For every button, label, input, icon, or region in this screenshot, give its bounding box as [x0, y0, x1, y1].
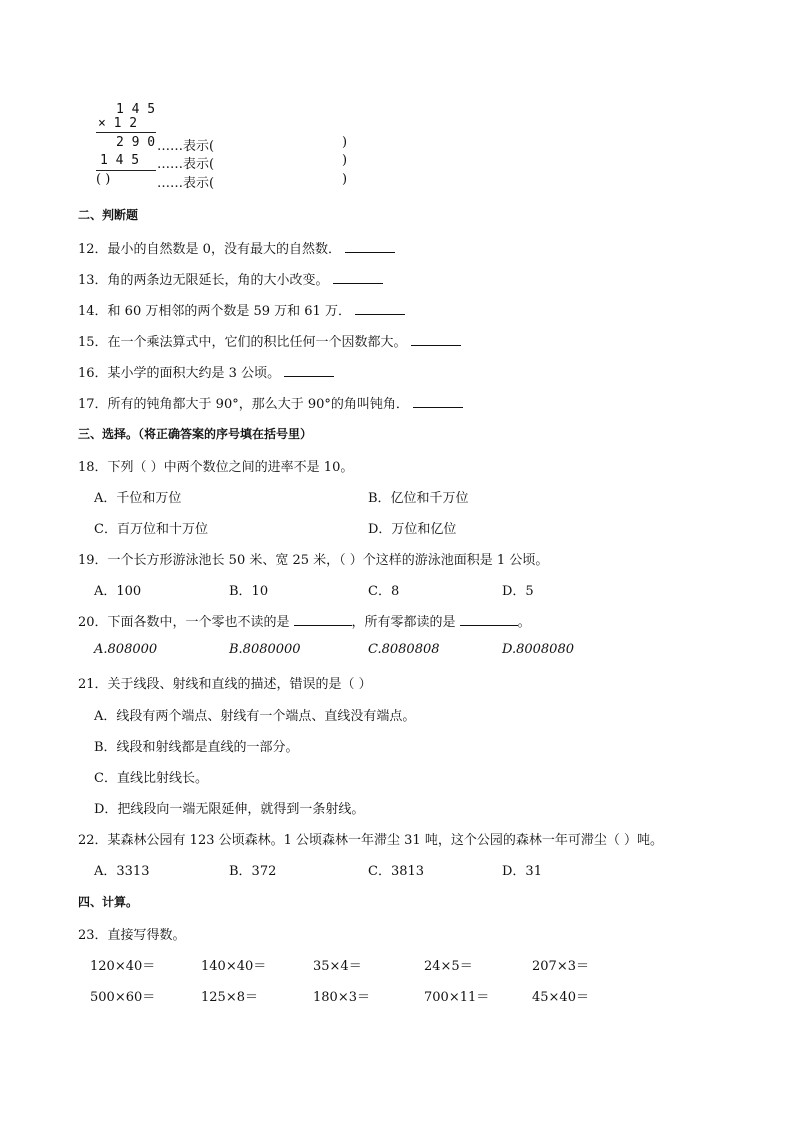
mult-partial-2: 1 4 5	[100, 153, 140, 168]
calc-item: 24×5＝	[424, 959, 473, 974]
calc-item: 180×3＝	[313, 990, 370, 1005]
calc-item: 700×11＝	[424, 990, 490, 1005]
question-text: 14．和 60 万相邻的两个数是 59 万和 61 万．	[78, 304, 351, 319]
question-14	[78, 300, 405, 319]
mult-desc-2: ……表示(	[157, 157, 215, 172]
q18-option-c[interactable]: C．百万位和十万位	[94, 522, 208, 537]
q21-option-b[interactable]: B．线段和射线都是直线的一部分。	[94, 740, 299, 755]
q22-option-c[interactable]: C．3813	[368, 864, 425, 879]
section-title-judge: 二、判断题	[78, 208, 139, 222]
question-17	[78, 393, 463, 412]
question-18-stem: 18．下列（ ）中两个数位之间的进率不是 10。	[78, 460, 354, 475]
q22-option-d[interactable]: D．31	[502, 864, 542, 879]
question-15	[78, 331, 461, 350]
q18-option-b[interactable]: B．亿位和千万位	[368, 491, 469, 506]
q18-option-a[interactable]: A．千位和万位	[94, 491, 182, 506]
section-title-choice: 三、选择。（将正确答案的序号填在括号里）	[78, 427, 313, 441]
calc-item: 35×4＝	[313, 959, 362, 974]
calc-item: 45×40＝	[532, 990, 589, 1005]
answer-blank[interactable]	[355, 302, 405, 315]
mult-rule-1	[96, 132, 156, 133]
q19-option-c[interactable]: C．8	[368, 584, 400, 599]
question-19-stem: 19．一个长方形游泳池长 50 米、宽 25 米，（ ）个这样的游泳池面积是 1 公顷。	[78, 553, 549, 568]
q19-option-d[interactable]: D．5	[502, 584, 534, 599]
mult-desc-3: ……表示(	[157, 176, 215, 191]
question-23-stem: 23．直接写得数。	[78, 928, 186, 943]
calc-item: 500×60＝	[90, 990, 156, 1005]
mult-partial-3: ( )	[96, 172, 111, 187]
q18-option-d[interactable]: D．万位和亿位	[368, 522, 457, 537]
answer-blank[interactable]	[345, 240, 395, 253]
q20-option-b[interactable]: B.8080000	[229, 642, 301, 657]
mult-top-number: 1 4 5	[116, 102, 156, 117]
question-13	[78, 269, 383, 288]
question-text: 。	[517, 615, 531, 630]
answer-blank[interactable]	[460, 613, 518, 626]
mult-close-1: )	[342, 135, 348, 150]
question-21-stem: 21．关于线段、射线和直线的描述，错误的是（ ）	[78, 677, 372, 692]
question-22-stem: 22．某森林公园有 123 公顷森林。1 公顷森林一年滞尘 31 吨，这个公园的森林一年可滞尘（ ）吨。	[78, 833, 663, 848]
section-title-calc: 四、计算。	[78, 895, 139, 909]
question-12	[78, 238, 395, 257]
mult-desc-1: ……表示(	[157, 139, 215, 154]
answer-blank[interactable]	[413, 395, 463, 408]
question-20-stem	[78, 611, 531, 630]
mult-rule-2	[96, 170, 156, 171]
question-text: 12．最小的自然数是 0，没有最大的自然数．	[78, 242, 341, 257]
mult-second-number: × 1 2	[98, 116, 138, 131]
mult-close-3: )	[342, 172, 348, 187]
answer-blank[interactable]	[333, 271, 383, 284]
answer-blank[interactable]	[284, 364, 334, 377]
q19-option-a[interactable]: A．100	[94, 584, 142, 599]
calc-item: 125×8＝	[201, 990, 258, 1005]
q22-option-b[interactable]: B．372	[229, 864, 277, 879]
answer-blank[interactable]	[411, 333, 461, 346]
mult-close-2: )	[342, 153, 348, 168]
calc-item: 120×40＝	[90, 959, 156, 974]
q19-option-b[interactable]: B．10	[229, 584, 269, 599]
calc-item: 140×40＝	[201, 959, 267, 974]
answer-blank[interactable]	[294, 613, 352, 626]
question-text: ，所有零都读的是	[351, 615, 456, 630]
question-text: 17．所有的钝角都大于 90°，那么大于 90°的角叫钝角．	[78, 397, 409, 412]
question-text: 13．角的两条边无限延长，角的大小改变。	[78, 273, 329, 288]
mult-partial-1: 2 9 0	[116, 135, 156, 150]
q21-option-c[interactable]: C．直线比射线长。	[94, 771, 208, 786]
q22-option-a[interactable]: A．3313	[94, 864, 150, 879]
q21-option-d[interactable]: D．把线段向一端无限延伸，就得到一条射线。	[94, 802, 365, 817]
q21-option-a[interactable]: A．线段有两个端点、射线有一个端点、直线没有端点。	[94, 709, 416, 724]
calc-item: 207×3＝	[532, 959, 589, 974]
question-text: 20．下面各数中，一个零也不读的是	[78, 615, 290, 630]
q20-option-a[interactable]: A.808000	[94, 642, 158, 657]
q20-option-d[interactable]: D.8008080	[502, 642, 574, 657]
question-16	[78, 362, 334, 381]
question-text: 16．某小学的面积大约是 3 公顷。	[78, 366, 281, 381]
question-text: 15．在一个乘法算式中，它们的积比任何一个因数都大。	[78, 335, 407, 350]
q20-option-c[interactable]: C.8080808	[368, 642, 440, 657]
